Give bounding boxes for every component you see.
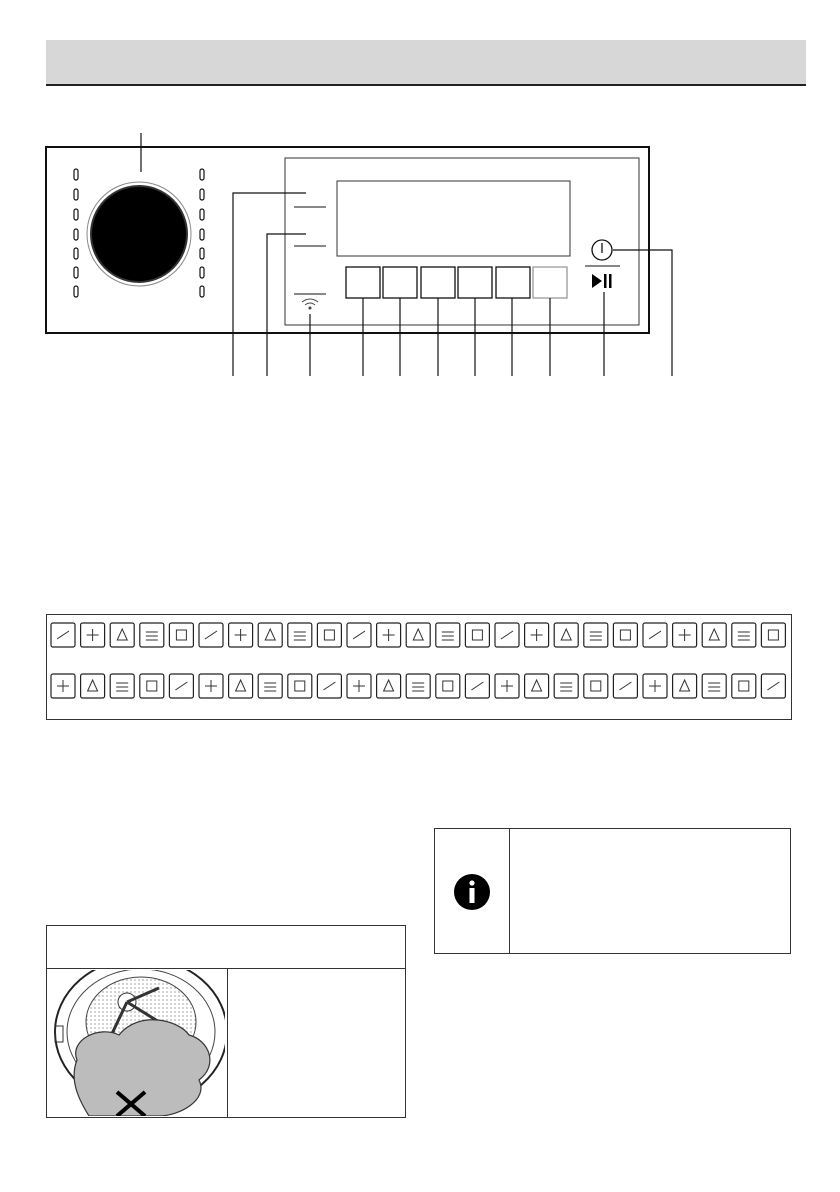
lint-filter-icon <box>51 623 75 647</box>
bluetooth-icon <box>732 674 756 698</box>
thermometer-icon <box>465 623 489 647</box>
steam-icon <box>199 623 223 647</box>
eco-icon <box>702 674 726 698</box>
start-pause-icon <box>169 623 193 647</box>
power-icon <box>592 240 612 260</box>
hanger-2-icon <box>288 623 312 647</box>
cotton-icon <box>288 674 312 698</box>
drum-overload-icon <box>49 970 225 1116</box>
function-button-6 <box>533 267 567 298</box>
function-buttons <box>346 267 567 298</box>
delay-timer-icon <box>525 623 549 647</box>
function-button-2 <box>383 267 417 298</box>
function-button-1 <box>346 267 380 298</box>
shield-plus-icon <box>465 674 489 698</box>
drum-light-icon <box>643 623 667 647</box>
globe-icon <box>702 623 726 647</box>
info-icon <box>445 865 499 919</box>
check-icon <box>377 623 401 647</box>
towel-icon <box>169 674 193 698</box>
no-wrinkle-icon <box>613 623 637 647</box>
flask-icon <box>229 674 253 698</box>
hanger-icon <box>51 674 75 698</box>
wool-ball-icon <box>81 674 105 698</box>
play-pause-icon <box>592 274 612 288</box>
dot-matrix-icon <box>110 623 134 647</box>
mixed-clothes-icon <box>347 674 371 698</box>
display-screen <box>337 181 570 256</box>
lock-icon <box>436 623 460 647</box>
night-mode-icon <box>613 674 637 698</box>
phone-icon <box>761 623 785 647</box>
wifi-icon <box>732 623 756 647</box>
info-note-box <box>434 828 791 954</box>
clothes-list-icon <box>761 674 785 698</box>
leaf-plus-icon <box>258 674 282 698</box>
filter-drawer-icon <box>140 623 164 647</box>
function-button-3 <box>421 267 455 298</box>
dry-level-icon <box>673 674 697 698</box>
quick-dry-icon <box>436 674 460 698</box>
bell-icon <box>229 623 253 647</box>
wifi-icon <box>302 299 318 309</box>
refresh-icon <box>554 623 578 647</box>
iron-icon <box>258 623 282 647</box>
drip-icon <box>525 674 549 698</box>
jeans-icon <box>317 674 341 698</box>
led-column-left <box>74 169 78 297</box>
feather-icon <box>140 674 164 698</box>
drip-plus-icon <box>554 674 578 698</box>
drip-plus-plus-icon <box>584 674 608 698</box>
display-frame <box>285 158 639 325</box>
jacket-icon <box>643 674 667 698</box>
hanger-2-plus-plus-icon <box>347 623 371 647</box>
led-column-right <box>200 169 204 297</box>
shield-plus-plus-icon <box>495 674 519 698</box>
shirt-icon <box>673 623 697 647</box>
control-panel-diagram <box>0 0 840 400</box>
envelope-icon <box>406 674 430 698</box>
symbol-grid <box>47 615 791 719</box>
power-icon <box>584 623 608 647</box>
shirt-refresh-icon <box>110 674 134 698</box>
symbol-panel <box>46 614 792 720</box>
flask-plus-icon <box>199 674 223 698</box>
program-knob <box>91 186 187 282</box>
function-button-4 <box>458 267 492 298</box>
water-tank-icon <box>81 623 105 647</box>
warning-box <box>46 925 406 1118</box>
stopwatch-icon <box>495 623 519 647</box>
hanger-2-plus-icon <box>317 623 341 647</box>
function-button-5 <box>496 267 530 298</box>
duvet-icon <box>377 674 401 698</box>
timer-reverse-icon <box>406 623 430 647</box>
